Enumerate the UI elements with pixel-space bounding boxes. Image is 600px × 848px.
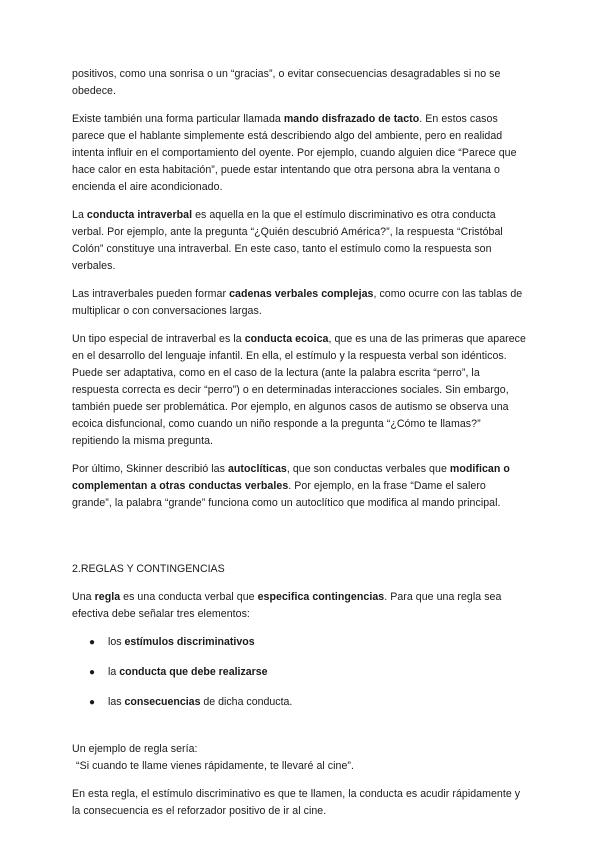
bullet-icon: ●	[89, 697, 96, 708]
term-conducta-intraverbal: conducta intraverbal	[86, 209, 193, 221]
paragraph-intraverbal: La conducta intraverbal es aquella en la que el estímulo discriminativo es otra conducta verbal. Por ejemplo, ante la pregunta “¿Quién descubrió América?”, la respuesta “Cristóbal Colón” constituye una intraverbal. En este caso, tanto el estímulo como la respuesta son verbales.	[72, 209, 503, 272]
paragraph-ecoica: Un tipo especial de intraverbal es la conducta ecoica, que es una de las primeras que aparece en el desarrollo del lenguaje infantil. En ella, el estímulo y la respuesta verbal son idénticos. Puede ser adaptativa, como en el caso de la lectura (ante la palabra escrita “perro”, la respuesta correcta es decir “perro”) o en determinadas interacciones sociales. Sin embargo, también puede ser problemática. Por ejemplo, en algunos casos de autismo se observa una ecoica disfuncional, como cuando un niño responde a la pregunta “¿Cómo te llamas?” repitiendo la misma pregunta.	[72, 333, 526, 447]
term-especifica-contingencias: especifica contingencias	[257, 591, 385, 603]
example-quote: “Si cuando te llame vienes rápidamente, te llevaré al cine”.	[76, 760, 354, 772]
term-conducta-ecoica: conducta ecoica	[244, 333, 329, 345]
paragraph-example	[72, 741, 528, 775]
paragraph-mando-disfrazado: Existe también una forma particular llamada mando disfrazado de tacto. En estos casos parece que el hablante simplemente está describiendo algo del ambiente, pero en realidad intenta influir en el comportamiento del oyente. Por ejemplo, cuando alguien dice “Parece que hace calor en esta habitación”, puede estar intentando que otra persona abra la ventana o encienda el aire acondicionado.	[72, 113, 517, 193]
term-mando-disfrazado: mando disfrazado de tacto	[283, 113, 420, 125]
term-cadenas-verbales: cadenas verbales complejas	[229, 288, 374, 300]
list-item: ● los estímulos discriminativos	[72, 634, 528, 651]
term-modifican-complementan: modifican o complementan a otras conductas verbales	[72, 463, 510, 492]
paragraph-cadenas: Las intraverbales pueden formar cadenas verbales complejas, como ocurre con las tablas de multiplicar o con conversaciones largas.	[72, 288, 523, 317]
term-regla: regla	[94, 591, 121, 603]
elements-list	[72, 634, 528, 711]
section-heading: 2.REGLAS Y CONTINGENCIAS	[72, 563, 225, 575]
paragraph-regla: Una regla es una conducta verbal que especifica contingencias. Para que una regla sea efectiva debe señalar tres elementos:	[72, 591, 502, 620]
list-item: ● la conducta que debe realizarse	[72, 664, 528, 681]
bullet-icon: ●	[89, 637, 96, 648]
paragraph-intro: positivos, como una sonrisa o un “gracias”, o evitar consecuencias desagradables si no se obedece.	[72, 68, 501, 97]
paragraph-conclusion: En esta regla, el estímulo discriminativo es que te llamen, la conducta es acudir rápidamente y la consecuencia es el reforzador positivo de ir al cine.	[72, 788, 521, 817]
paragraph-autocliticas: Por último, Skinner describió las autoclíticas, que son conductas verbales que modifican o complementan a otras conductas verbales. Por ejemplo, en la frase “Dame el salero grande”, la palabra “grande” funciona como un autoclítico que modifica al mando principal.	[72, 463, 510, 509]
bullet-icon: ●	[89, 667, 96, 678]
term-autocliticas: autoclíticas	[227, 463, 287, 475]
example-intro: Un ejemplo de regla sería:	[72, 743, 198, 755]
list-item: ● las consecuencias de dicha conducta.	[72, 694, 528, 711]
